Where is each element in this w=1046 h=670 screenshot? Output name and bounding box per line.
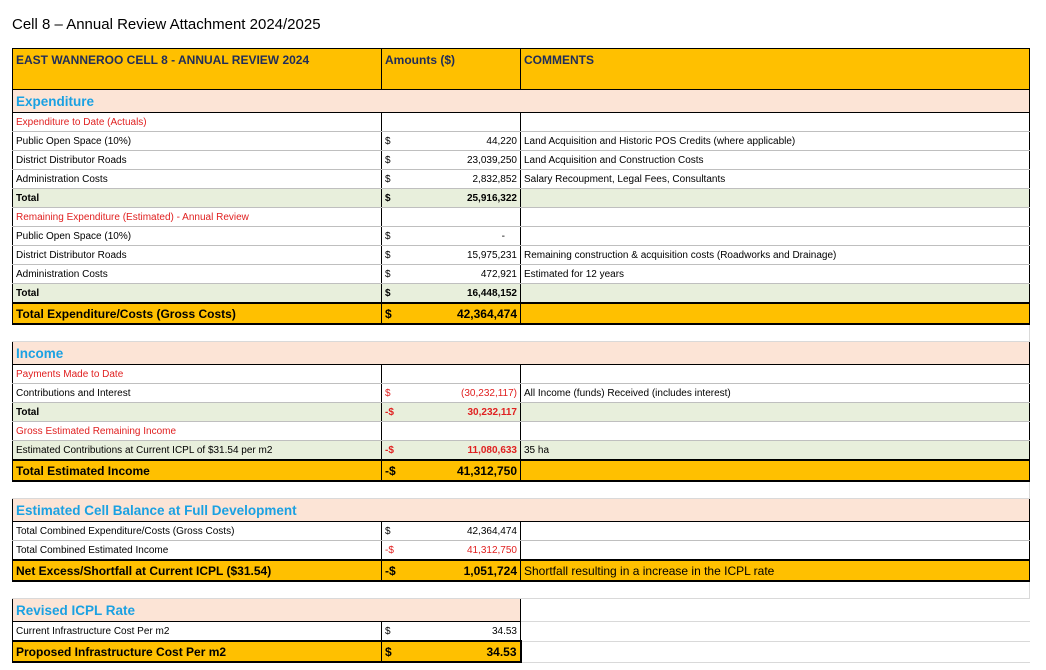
grand-total-row [13,303,1030,324]
table-row [13,227,1030,246]
total-amount-cell [382,284,521,304]
amount-cell [382,151,521,170]
spacer-cell [13,581,1030,599]
empty-cell [521,189,1030,208]
currency-symbol: $ [385,306,392,321]
amount-value: 15,975,231 [466,249,517,261]
amount-cell [382,441,521,461]
row-label: District Distributor Roads [13,151,382,170]
empty-cell [382,113,521,132]
table-row [13,265,1030,284]
empty-cell [521,284,1030,304]
row-label: Public Open Space (10%) [13,132,382,151]
currency-symbol: $ [385,625,391,637]
empty-cell [521,113,1030,132]
icpl-title: Revised ICPL Rate [13,599,521,622]
empty-cell [382,208,521,227]
grand-total-amount-cell [382,303,521,324]
grand-total-label: Total Expenditure/Costs (Gross Costs) [13,303,382,324]
spacer-row [13,324,1030,342]
payments-made-label: Payments Made to Date [13,365,382,384]
currency-symbol: -$ [385,563,396,578]
empty-cell [382,422,521,441]
gross-remaining-label: Gross Estimated Remaining Income [13,422,382,441]
total-amount-cell [382,403,521,422]
comment-cell [521,227,1030,246]
grand-total-amount: 41,312,750 [456,463,517,478]
amount-value: 42,364,474 [466,525,517,537]
table-row [13,384,1030,403]
currency-symbol: $ [385,173,391,185]
table-row [13,522,1030,541]
remaining-expenditure-row [13,208,1030,227]
income-title: Income [13,342,1030,365]
empty-cell [521,303,1030,324]
amount-cell [382,170,521,189]
header-comments: COMMENTS [521,49,1030,90]
grand-total-row [13,460,1030,481]
currency-symbol: $ [385,230,391,242]
empty-cell [521,365,1030,384]
spacer-cell [13,481,1030,499]
proposed-amount-cell [382,641,521,662]
table-row [13,441,1030,461]
spacer-row [13,481,1030,499]
amount-value: 2,832,852 [472,173,517,185]
empty-cell [521,460,1030,481]
amount-value: 11,080,633 [467,444,517,456]
grand-total-amount-cell [382,460,521,481]
empty-cell [521,522,1030,541]
empty-cell [521,599,1030,622]
gross-remaining-row [13,422,1030,441]
amount-value: 41,312,750 [466,544,517,556]
net-comment: Shortfall resulting in a increase in the ICPL rate [521,560,1030,581]
icpl-section-row [13,599,1030,622]
amount-cell [382,265,521,284]
net-amount-cell [382,560,521,581]
review-sheet [12,48,1030,663]
total-amount: 16,448,152 [466,287,517,299]
currency-symbol: $ [385,154,391,166]
amount-cell [382,227,521,246]
table-row [13,622,1030,642]
comment-cell: Remaining construction & acquisition costs (Roadworks and Drainage) [521,246,1030,265]
spacer-cell [13,324,1030,342]
currency-symbol: $ [385,192,391,204]
empty-cell [521,541,1030,561]
amount-value: 23,039,250 [466,154,517,166]
currency-symbol: $ [385,525,391,537]
currency-symbol: $ [385,387,391,399]
row-label: Total Combined Expenditure/Costs (Gross Costs) [13,522,382,541]
total-amount: 30,232,117 [467,406,517,418]
empty-cell [521,208,1030,227]
currency-symbol: -$ [385,444,394,456]
table-row [13,151,1030,170]
document-title: Cell 8 – Annual Review Attachment 2024/2025 [12,16,321,33]
expenditure-to-date-label: Expenditure to Date (Actuals) [13,113,382,132]
currency-symbol: -$ [385,463,396,478]
currency-symbol: $ [385,268,391,280]
grand-total-amount: 42,364,474 [456,306,517,321]
amount-cell [382,522,521,541]
header-title: EAST WANNEROO CELL 8 - ANNUAL REVIEW 2024 [13,49,382,90]
empty-cell [521,641,1030,662]
comment-cell: Salary Recoupment, Legal Fees, Consultants [521,170,1030,189]
row-label: Public Open Space (10%) [13,227,382,246]
total-label: Total [13,284,382,304]
amount-cell [382,622,521,642]
total-label: Total [13,189,382,208]
row-label: Contributions and Interest [13,384,382,403]
row-label: Total Combined Estimated Income [13,541,382,561]
header-amounts: Amounts ($) [382,49,521,90]
table-row [13,541,1030,561]
net-row [13,560,1030,581]
row-label: Current Infrastructure Cost Per m2 [13,622,382,642]
income-section-row [13,342,1030,365]
comment-cell: Land Acquisition and Construction Costs [521,151,1030,170]
table-row [13,170,1030,189]
currency-symbol: $ [385,644,392,659]
row-label: Estimated Contributions at Current ICPL of $31.54 per m2 [13,441,382,461]
amount-value: - [501,230,505,242]
review-table [12,48,1030,663]
comment-cell: 35 ha [521,441,1030,461]
amount-cell [382,541,521,561]
currency-symbol: -$ [385,406,394,418]
total-row [13,284,1030,304]
currency-symbol: $ [385,249,391,261]
proposed-amount: 34.53 [486,644,517,659]
table-row [13,246,1030,265]
amount-cell [382,246,521,265]
amount-value: 472,921 [480,268,517,280]
table-row [13,132,1030,151]
currency-symbol: $ [385,135,391,147]
expenditure-section-row [13,90,1030,113]
header-row [13,49,1030,90]
amount-value: 44,220 [486,135,517,147]
payments-made-row [13,365,1030,384]
empty-cell [521,403,1030,422]
grand-total-label: Total Estimated Income [13,460,382,481]
total-amount: 25,916,322 [466,192,517,204]
row-label: District Distributor Roads [13,246,382,265]
amount-value: (30,232,117) [461,387,517,399]
total-row [13,403,1030,422]
total-row [13,189,1030,208]
expenditure-to-date-row [13,113,1030,132]
currency-symbol: -$ [385,544,394,556]
spacer-row [13,581,1030,599]
currency-symbol: $ [385,287,391,299]
proposed-row [13,641,1030,662]
amount-cell [382,384,521,403]
row-label: Administration Costs [13,170,382,189]
total-amount-cell [382,189,521,208]
balance-title: Estimated Cell Balance at Full Development [13,499,1030,522]
remaining-expenditure-label: Remaining Expenditure (Estimated) - Annual Review [13,208,382,227]
row-label: Administration Costs [13,265,382,284]
comment-cell: Land Acquisition and Historic POS Credits (where applicable) [521,132,1030,151]
proposed-label: Proposed Infrastructure Cost Per m2 [13,641,382,662]
comment-cell: All Income (funds) Received (includes interest) [521,384,1030,403]
empty-cell [382,365,521,384]
amount-cell [382,132,521,151]
amount-value: 34.53 [491,625,517,637]
net-label: Net Excess/Shortfall at Current ICPL ($31.54) [13,560,382,581]
empty-cell [521,422,1030,441]
comment-cell: Estimated for 12 years [521,265,1030,284]
total-label: Total [13,403,382,422]
expenditure-title: Expenditure [13,90,1030,113]
empty-cell [521,622,1030,642]
balance-section-row [13,499,1030,522]
net-amount: 1,051,724 [463,563,517,578]
